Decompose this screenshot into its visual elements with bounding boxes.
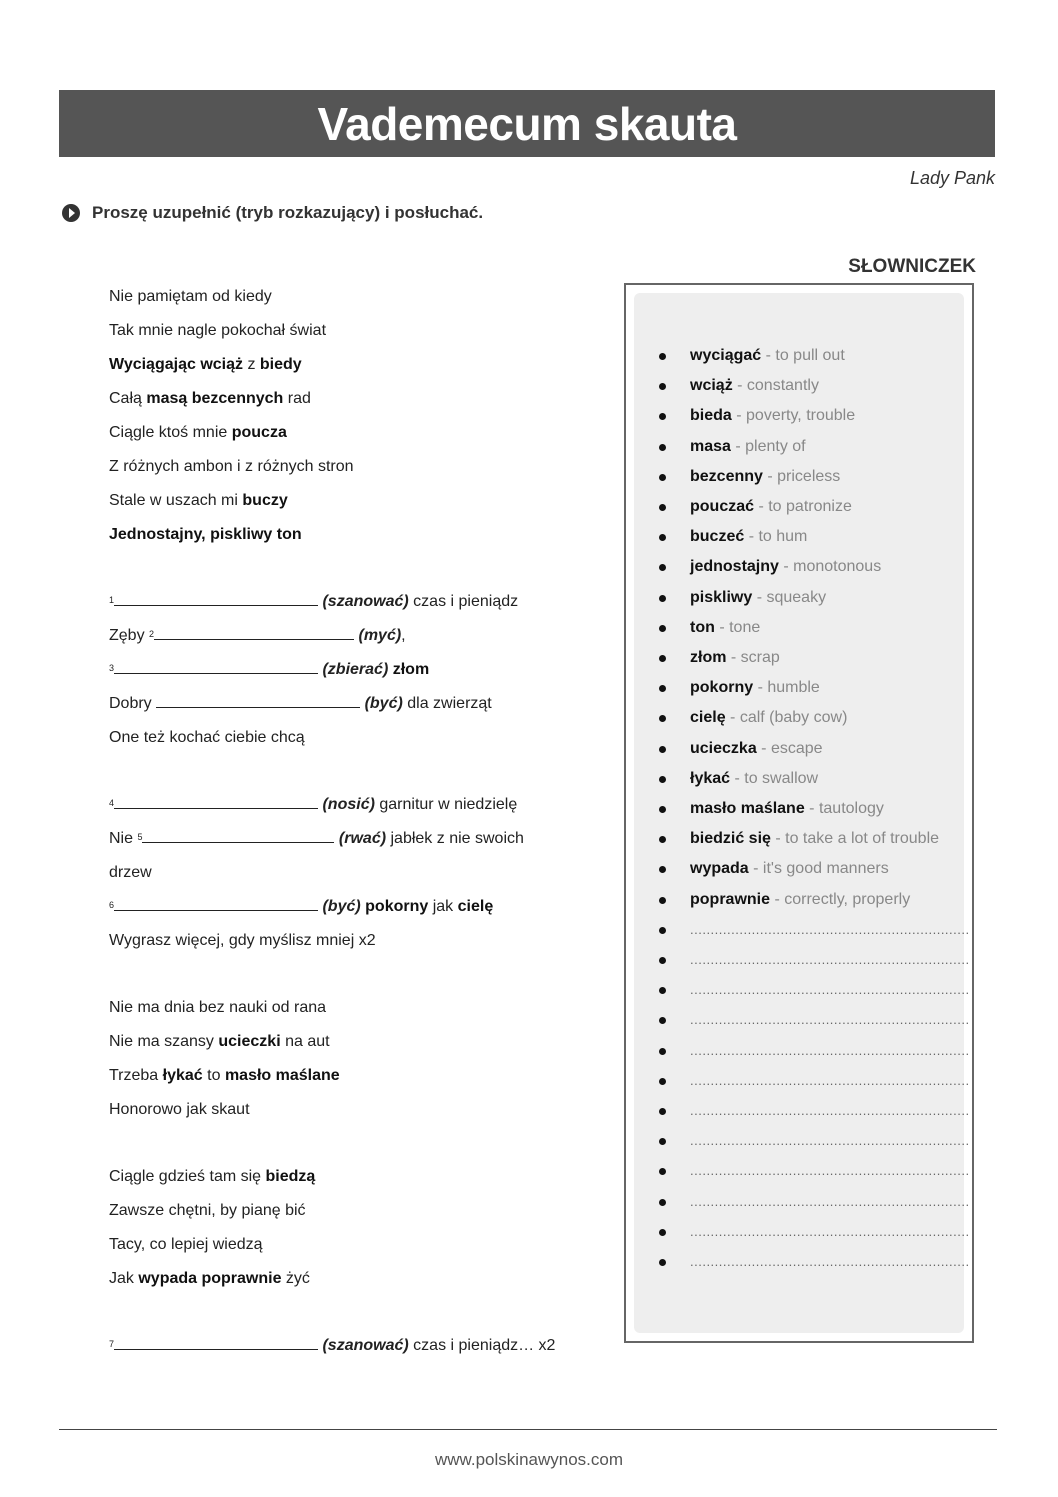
lyric-line	[109, 1163, 579, 1197]
lyric-line	[109, 825, 579, 859]
dictionary-word: jednostajny	[690, 558, 779, 576]
dictionary-entry	[634, 522, 964, 552]
dictionary-entry	[634, 401, 964, 431]
dictionary-title: SŁOWNICZEK	[848, 256, 976, 277]
dictionary-empty-line[interactable]	[634, 1005, 970, 1035]
lyric-line	[109, 690, 579, 724]
dictionary-word: poprawnie	[690, 890, 771, 908]
lyric-line	[109, 994, 579, 1028]
gap-number: 1	[109, 595, 115, 605]
verb-hint: (zbierać)	[322, 661, 389, 678]
verb-hint: (myć)	[358, 627, 402, 644]
dictionary-word: bieda	[690, 407, 732, 425]
dictionary-entry	[634, 492, 964, 522]
lyric-text: żyć	[281, 1270, 310, 1287]
dictionary-entry	[634, 432, 964, 462]
dictionary-meaning: - to patronize	[754, 498, 852, 516]
lyric-text: Tacy, co lepiej wiedzą	[109, 1236, 263, 1253]
verb-hint: (szanować)	[322, 593, 409, 610]
lyric-text: cielę	[457, 898, 494, 915]
dictionary-empty-line[interactable]	[634, 915, 970, 945]
lyric-line: One też kochać ciebie chcą	[109, 729, 305, 746]
dictionary-meaning: - to swallow	[730, 769, 819, 787]
lyric-line	[109, 656, 579, 690]
dictionary-empty-line[interactable]	[634, 1066, 970, 1096]
lyric-text: wypada poprawnie	[138, 1270, 282, 1287]
gap-number: 5	[137, 832, 143, 842]
lyric-text: Honorowo jak skaut	[109, 1101, 250, 1118]
gap-number: 4	[109, 798, 115, 808]
lyric-text: Jak	[109, 1270, 139, 1287]
dotted-line: ....................................................................	[690, 921, 970, 937]
dictionary-entry	[634, 552, 964, 582]
footer-divider	[59, 1429, 997, 1430]
dictionary-empty-line[interactable]	[634, 1156, 970, 1186]
lyric-text: Nie ma szansy	[109, 1033, 219, 1050]
lyric-text: Wyciągając wciąż	[109, 356, 243, 373]
dictionary-entry	[634, 613, 964, 643]
lyric-line	[109, 1231, 579, 1265]
verb-hint: (być)	[322, 898, 361, 915]
lyric-line	[109, 1265, 579, 1299]
lyric-line: drzew	[109, 864, 152, 881]
lyric-text: Trzeba	[109, 1067, 163, 1084]
lyric-text: Ciągle gdzieś tam się	[109, 1168, 266, 1185]
dictionary-empty-line[interactable]	[634, 1096, 970, 1126]
lyric-text: złom	[392, 661, 430, 678]
dictionary-word: piskliwy	[690, 588, 753, 606]
lyric-text: buczy	[242, 492, 288, 509]
dictionary-entry	[634, 643, 964, 673]
lyric-line	[109, 419, 579, 453]
gap-number: 3	[109, 663, 115, 673]
dictionary-empty-line[interactable]	[634, 1036, 970, 1066]
dictionary-empty-line[interactable]	[634, 945, 970, 975]
dictionary-meaning: - tone	[714, 618, 761, 636]
dictionary-word: wypada	[690, 860, 749, 878]
lyrics	[109, 283, 579, 1366]
gap-number: 6	[109, 900, 115, 910]
stanza-4	[109, 994, 579, 1130]
dictionary-entry	[634, 734, 964, 764]
dotted-line: ....................................................................	[690, 1012, 970, 1028]
lyric-line-final	[109, 1332, 579, 1366]
lyric-text: Nie ma dnia bez nauki od rana	[109, 999, 327, 1016]
lyric-line	[109, 521, 579, 555]
lyric-line	[109, 385, 579, 419]
dictionary-entry	[634, 583, 964, 613]
dictionary-word: biedzić się	[690, 830, 771, 848]
dictionary-entry	[634, 673, 964, 703]
lyric-text: Ciągle ktoś mnie	[109, 424, 232, 441]
dotted-line: ....................................................................	[690, 1193, 970, 1209]
lyric-text: poucza	[231, 424, 287, 441]
dictionary-empty-line[interactable]	[634, 1247, 970, 1277]
lyric-text: ucieczki	[218, 1033, 281, 1050]
fill-blank-2[interactable]	[154, 623, 354, 640]
dictionary-meaning: - plenty of	[730, 437, 806, 455]
dictionary-empty-line[interactable]	[634, 975, 970, 1005]
dictionary-word: łykać	[690, 769, 731, 787]
dictionary-entry	[634, 794, 964, 824]
stanza-1	[109, 283, 579, 555]
lyric-text: czas i pieniądz	[408, 593, 519, 610]
lyric-line	[109, 1028, 579, 1062]
dictionary-meaning: - humble	[753, 679, 820, 697]
dictionary-entry	[634, 885, 964, 915]
fill-blank-6[interactable]	[114, 894, 318, 911]
fill-blank-3[interactable]	[114, 657, 318, 674]
dictionary-word: złom	[690, 649, 727, 667]
lyric-text: Nie	[109, 830, 138, 847]
dictionary-meaning: - to hum	[744, 528, 808, 546]
dotted-line: ....................................................................	[690, 1254, 970, 1270]
dictionary-meaning: - monotonous	[778, 558, 882, 576]
dictionary-entry	[634, 371, 964, 401]
dictionary-meaning: - correctly, properly	[770, 890, 911, 908]
stanza-2	[109, 588, 579, 758]
dotted-line: ....................................................................	[690, 1103, 970, 1119]
verb-hint: (szanować)	[322, 1337, 409, 1354]
lyric-line	[109, 1096, 579, 1130]
dictionary-word: pokorny	[690, 679, 754, 697]
verb-hint: (być)	[364, 695, 403, 712]
dictionary-empty-line[interactable]	[634, 1187, 970, 1217]
dictionary-list	[634, 341, 970, 1277]
lyric-text: Zawsze chętni, by pianę bić	[109, 1202, 306, 1219]
fill-blank-dobry[interactable]	[156, 691, 360, 708]
fill-blank-5[interactable]	[142, 826, 334, 843]
instruction-text: Proszę uzupełnić (tryb rozkazujący) i posłuchać.	[92, 203, 484, 222]
dictionary-word: pouczać	[690, 498, 755, 516]
dictionary-entry	[634, 854, 964, 884]
dictionary-word: masa	[690, 437, 731, 455]
lyric-line	[109, 791, 579, 825]
lyric-text: jabłek z nie swoich	[386, 830, 524, 847]
lyric-text: Całą	[109, 390, 147, 407]
lyric-line	[109, 1062, 579, 1096]
dictionary-meaning: - constantly	[732, 377, 819, 395]
lyric-line	[109, 283, 579, 317]
dictionary-empty-line[interactable]	[634, 1126, 970, 1156]
fill-blank-7[interactable]	[114, 1333, 318, 1350]
dictionary-meaning: - to take a lot of trouble	[770, 830, 940, 848]
lyric-text: jak	[428, 898, 458, 915]
stanza-5	[109, 1163, 579, 1299]
lyric-line	[109, 317, 579, 351]
lyric-text: biedy	[259, 356, 302, 373]
verb-hint: (rwać)	[338, 830, 387, 847]
dictionary-meaning: - poverty, trouble	[731, 407, 856, 425]
lyric-text: masą bezcennych	[146, 390, 284, 407]
dictionary-meaning: - it's good manners	[748, 860, 889, 878]
dotted-line: ....................................................................	[690, 982, 970, 998]
dictionary-panel	[634, 293, 970, 1333]
dictionary-word: masło maślane	[690, 800, 805, 818]
lyric-text: Z różnych ambon i z różnych stron	[109, 458, 354, 475]
lyric-line	[109, 351, 579, 385]
fill-blank-4[interactable]	[114, 792, 318, 809]
lyric-text: Tak mnie nagle pokochał świat	[109, 322, 327, 339]
dictionary-entry	[634, 703, 964, 733]
lyric-line	[109, 622, 579, 656]
lyric-text: Stale w uszach mi	[109, 492, 243, 509]
dictionary-entry	[634, 462, 964, 492]
dictionary-entry	[634, 341, 964, 371]
dictionary-word: buczeć	[690, 528, 745, 546]
dictionary-word: ton	[690, 618, 715, 636]
lyric-line: Wygrasz więcej, gdy myślisz mniej x2	[109, 932, 376, 949]
instruction	[62, 203, 483, 223]
dotted-line: ....................................................................	[690, 952, 970, 968]
song-author: Lady Pank	[909, 168, 995, 188]
lyric-text: czas i pieniądz… x2	[408, 1337, 556, 1354]
lyric-text: masło maślane	[224, 1067, 340, 1084]
lyric-text: biedzą	[265, 1168, 316, 1185]
dictionary-meaning: - scrap	[726, 649, 780, 667]
lyric-text: Jednostajny, piskliwy ton	[109, 526, 302, 543]
dictionary-entry	[634, 824, 964, 854]
lyric-line	[109, 453, 579, 487]
gap-number: 2	[149, 629, 155, 639]
lyric-text: z	[243, 356, 260, 373]
lyric-text: Dobry	[109, 695, 157, 712]
dictionary-word: bezcenny	[690, 467, 763, 485]
dotted-line: ....................................................................	[690, 1133, 970, 1149]
dictionary-word: ucieczka	[690, 739, 757, 757]
stanza-3	[109, 791, 579, 961]
arrow-right-circle-icon	[62, 204, 80, 222]
dictionary-meaning: - priceless	[762, 467, 841, 485]
lyric-line	[109, 487, 579, 521]
lyric-text: Zęby	[109, 627, 150, 644]
dotted-line: ....................................................................	[690, 1223, 970, 1239]
dictionary-word: wyciągać	[690, 347, 762, 364]
dictionary-word: cielę	[690, 709, 726, 727]
dotted-line: ....................................................................	[690, 1072, 970, 1088]
dotted-line: ....................................................................	[690, 1042, 970, 1058]
dictionary-meaning: - tautology	[804, 800, 884, 818]
lyric-text: ,	[401, 627, 406, 644]
dotted-line: ....................................................................	[690, 1163, 970, 1179]
lyric-text: to	[202, 1067, 225, 1084]
footer-url: www.polskinawynos.com	[434, 1450, 623, 1469]
dictionary-meaning: - escape	[756, 739, 823, 757]
fill-blank-1[interactable]	[114, 589, 318, 606]
dictionary-meaning: - calf (baby cow)	[725, 709, 848, 727]
dictionary-entry	[634, 764, 964, 794]
lyric-text: na aut	[280, 1033, 330, 1050]
dictionary-box	[624, 283, 974, 1343]
dictionary-empty-line[interactable]	[634, 1217, 970, 1247]
lyric-text: dla zwierząt	[402, 695, 492, 712]
lyric-line	[109, 1197, 579, 1231]
lyric-line	[109, 893, 579, 927]
lyric-text: pokorny	[365, 898, 429, 915]
dictionary-word: wciąż	[690, 377, 733, 395]
lyric-text: rad	[283, 390, 311, 407]
dictionary-meaning: - to pull out	[761, 347, 845, 364]
lyric-text: garnitur w niedzielę	[374, 796, 518, 813]
verb-hint: (nosić)	[322, 796, 375, 813]
lyric-line	[109, 588, 579, 622]
dictionary-meaning: - squeaky	[752, 588, 827, 606]
page-title: Vademecum skauta	[59, 90, 995, 157]
gap-number: 7	[109, 1339, 115, 1349]
lyric-text: Nie pamiętam od kiedy	[109, 288, 272, 305]
lyric-text: łykać	[162, 1067, 203, 1084]
